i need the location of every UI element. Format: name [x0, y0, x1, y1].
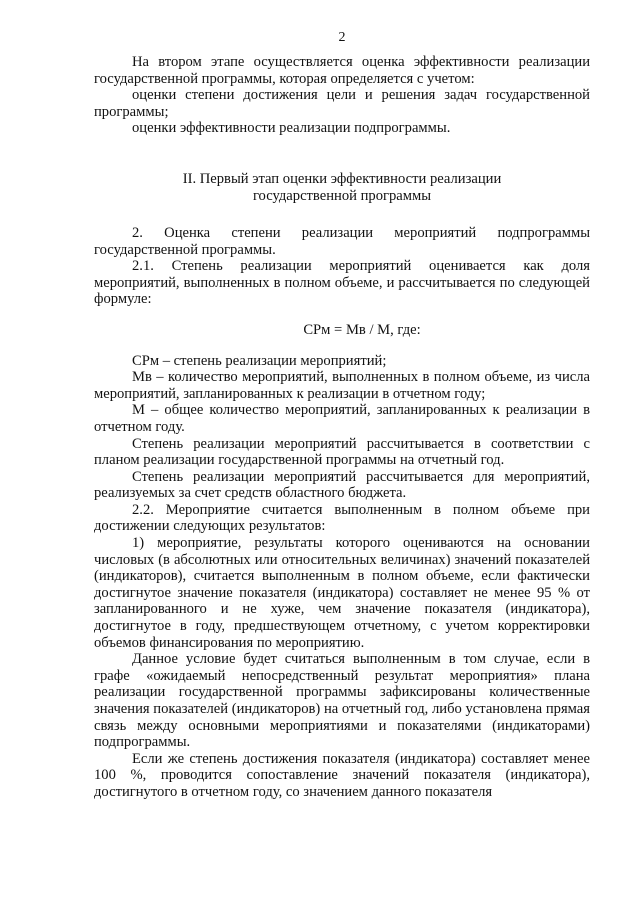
intro-item-subprogram: оценки эффективности реализации подпрограммы. [132, 120, 451, 137]
paragraph-plan: Степень реализации мероприятий рассчитывается в соответствии с планом реализации государственной программы на отчетный год. [94, 435, 590, 469]
formula: СРм = Мв / М, где: [303, 321, 421, 338]
section-heading-line1: II. Первый этап оценки эффективности реализации [182, 170, 502, 187]
paragraph-2: 2. Оценка степени реализации мероприятий подпрограммы государственной программы. [94, 224, 590, 258]
paragraph-budget: Степень реализации мероприятий рассчитывается для мероприятий, реализуемых за счет средств областного бюджета. [94, 468, 590, 502]
paragraph-2-2: 2.2. Мероприятие считается выполненным в полном объеме при достижении следующих результатов: [94, 501, 590, 535]
paragraph-last: Если же степень достижения показателя (индикатора) составляет менее 100 %, проводится сопоставление значений показателя (индикатора), достигнутого в отчетном году, со значением данного показателя [94, 750, 590, 800]
definition-m: М – общее количество мероприятий, запланированных к реализации в отчетном году. [94, 402, 590, 435]
paragraph-condition: Данное условие будет считаться выполненным в том случае, если в графе «ожидаемый непосредственный результат мероприятия» плана реализации государственной программы зафиксированы количественные значения показателей (индикаторов) на отчетный год, либо установлена прямая связь между основными мероприятиями и показателями (индикаторами) подпрограммы. [94, 651, 590, 751]
paragraph-2-1: 2.1. Степень реализации мероприятий оценивается как доля мероприятий, выполненных в полном объеме, и рассчитывается по следующей формуле: [94, 258, 590, 308]
document-page [94, 30, 590, 801]
intro-paragraph: На втором этапе осуществляется оценка эффективности реализации государственной программы, которая определяется с учетом: [94, 54, 590, 87]
paragraph-item-1: 1) мероприятие, результаты которого оцениваются на основании числовых (в абсолютных или относительных величинах) значений показателей (индикаторов), считается выполненным в полном объеме, если фактически достигнутое значение показателя (индикатора) составляет не менее 95 % от запланированного и не хуже, чем значение показателя (индикатора), достигнутое в году, предшествующем отчетному, с учетом корректировки объемов финансирования по мероприятию. [94, 535, 590, 651]
section-heading-line2: государственной программы [252, 187, 432, 204]
intro-item-goal: оценки степени достижения цели и решения задач государственной программы; [94, 87, 590, 120]
page-number: 2 [338, 30, 346, 45]
definition-srm: СРм – степень реализации мероприятий; [132, 352, 387, 369]
definition-mv: Мв – количество мероприятий, выполненных в полном объеме, из числа мероприятий, запланированных к реализации в отчетном году; [94, 369, 590, 402]
